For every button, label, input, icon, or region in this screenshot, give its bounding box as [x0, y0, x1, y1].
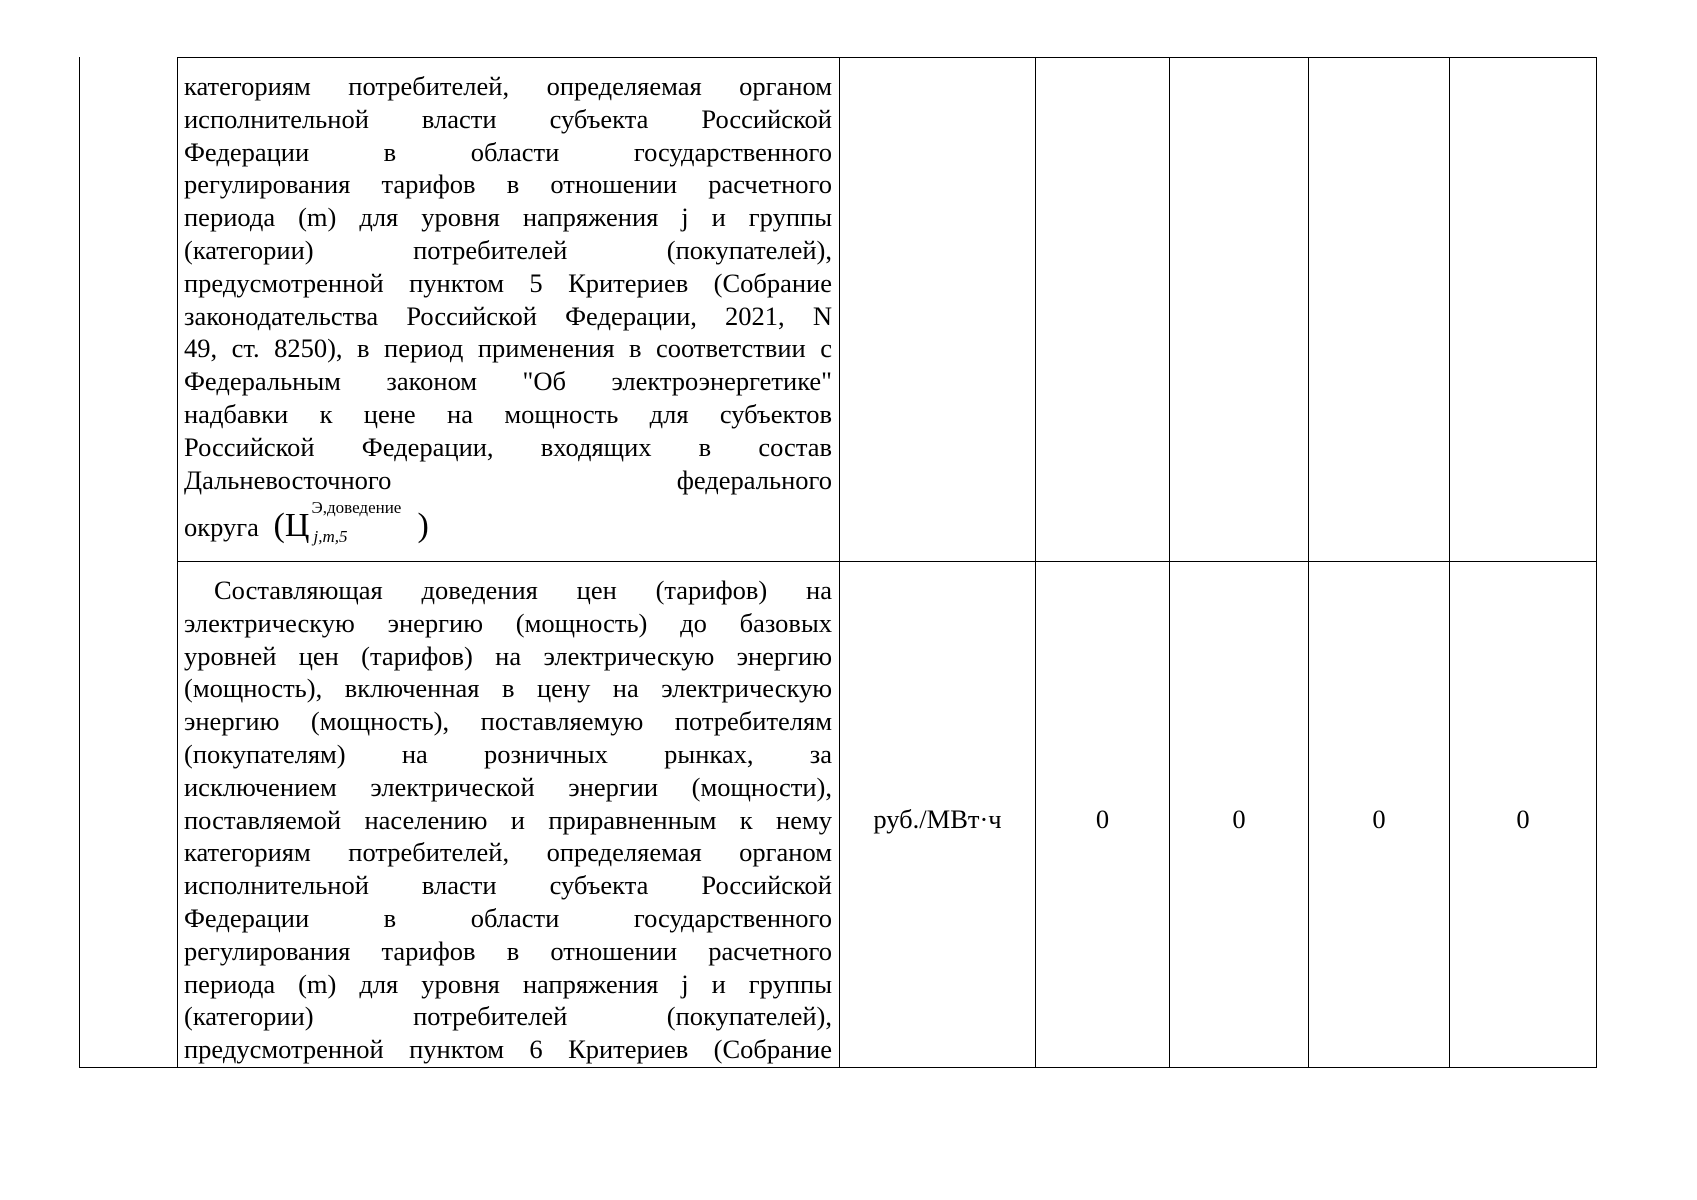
formula-subscript: j,m,5	[313, 527, 348, 546]
row2-line: (мощность), включенная в цену на электрическую	[184, 673, 832, 704]
table-col-divider-5	[1308, 57, 1309, 1068]
row2-line: (категории) потребителей (покупателей),	[184, 1001, 832, 1032]
table-border-left	[79, 57, 80, 1068]
row1-line: Федерации в области государственного	[184, 136, 832, 167]
row1-line: категориям потребителей, определяемая органом	[184, 71, 832, 101]
row1-line: законодательства Российской Федерации, 2021, N	[184, 300, 832, 331]
row2-line: регулирования тарифов в отношении расчетного	[184, 935, 832, 966]
row2-value-2: 0	[1232, 804, 1246, 834]
row1-line: Российской Федерации, входящих в состав	[184, 431, 832, 462]
table-col-divider-4	[1169, 57, 1170, 1068]
row2-unit: руб./МВт·ч	[873, 804, 1002, 834]
formula-letter: Ц	[284, 507, 310, 544]
row2-value-4: 0	[1516, 804, 1530, 834]
row2-line: (покупателям) на розничных рынках, за	[184, 738, 832, 769]
row2-value-3: 0	[1372, 804, 1386, 834]
row1-line: (категории) потребителей (покупателей),	[184, 234, 832, 265]
formula-open-paren: (	[273, 507, 285, 544]
row1-line: исполнительной власти субъекта Российской	[184, 103, 832, 134]
row2-value-1: 0	[1095, 804, 1110, 834]
table-border-bottom	[79, 1067, 1597, 1068]
row2-line: энергию (мощность), поставляемую потребителям	[184, 706, 832, 737]
table-border-top	[177, 57, 1597, 58]
row2-description	[184, 574, 832, 1066]
row1-line: регулирования тарифов в отношении расчетного	[184, 169, 832, 200]
row2-line: категориям потребителей, определяемая органом	[184, 837, 832, 868]
formula-superscript: Э,доведение	[311, 498, 402, 517]
row2-line: периода (m) для уровня напряжения j и группы	[184, 968, 832, 999]
table-row-divider	[177, 561, 1597, 562]
table-col-divider-1	[177, 57, 178, 1068]
row2-line: Составляющая доведения цен (тарифов) на	[214, 575, 832, 605]
row1-line: предусмотренной пунктом 5 Критериев (Собрание	[184, 267, 832, 298]
row2-line: электрическую энергию (мощность) до базовых	[184, 607, 832, 638]
row1-last-word: округа	[184, 512, 259, 542]
row1-description	[184, 70, 832, 496]
row1-line: Дальневосточного федерального	[184, 464, 832, 495]
row2-line: предусмотренной пунктом 6 Критериев (Собрание	[184, 1034, 832, 1065]
row2-line: исключением электрической энергии (мощности),	[184, 771, 832, 802]
row1-line: 49, ст. 8250), в период применения в соответствии с	[184, 333, 832, 364]
formula-close-paren: )	[417, 507, 429, 544]
row1-line: периода (m) для уровня напряжения j и группы	[184, 202, 832, 233]
row2-line: Федерации в области государственного	[184, 902, 832, 933]
table-col-divider-2	[839, 57, 840, 1068]
row1-last-line	[184, 498, 429, 549]
row2-line: поставляемой населению и приравненным к нему	[184, 804, 832, 835]
row1-line: Федеральным законом "Об электроэнергетике"	[184, 366, 832, 397]
table-border-right	[1596, 57, 1597, 1068]
table-col-divider-6	[1449, 57, 1450, 1068]
row2-line: уровней цен (тарифов) на электрическую энергию	[184, 640, 832, 671]
table-col-divider-3	[1035, 57, 1036, 1068]
price-formula	[273, 498, 429, 550]
row1-line: надбавки к цене на мощность для субъектов	[184, 398, 832, 429]
row2-line: исполнительной власти субъекта Российской	[184, 870, 832, 901]
